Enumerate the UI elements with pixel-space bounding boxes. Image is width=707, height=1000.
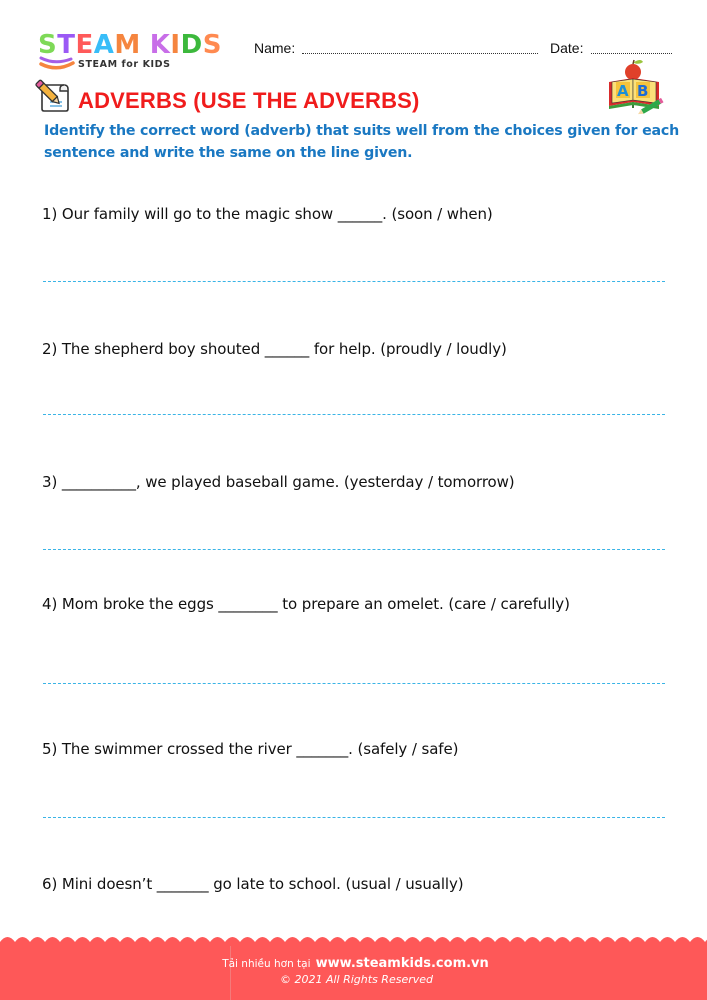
instructions-text: Identify the correct word (adverb) that suits well from the choices given for each sentence and write the same on the line given. (44, 123, 679, 161)
logo-tagline: STEAM for KIDS (78, 59, 171, 70)
logo-swoosh-icon (39, 56, 75, 72)
question-1: 1) Our family will go to the magic show ______. (soon / when) (42, 205, 493, 223)
date-label: Date: (550, 40, 584, 56)
logo-letter: E (75, 30, 94, 60)
footer-download-prefix: Tải nhiều hơn tại (222, 958, 311, 970)
logo-letter: D (180, 30, 203, 60)
steam-kids-logo (38, 32, 238, 74)
question-3: 3) __________, we played baseball game. (yesterday / tomorrow) (42, 473, 515, 491)
question-2: 2) The shepherd boy shouted ______ for help. (proudly / loudly) (42, 340, 507, 358)
answer-line-5[interactable] (43, 817, 665, 818)
logo-wordmark (38, 32, 222, 58)
logo-letter: A (93, 30, 115, 60)
answer-line-4[interactable] (43, 683, 665, 684)
footer-copyright: © 2021 All Rights Reserved (279, 973, 433, 986)
pencil-paper-icon (34, 79, 74, 113)
footer-website-link[interactable]: www.steamkids.com.vn (315, 956, 489, 971)
logo-letter: S (202, 30, 222, 60)
question-5: 5) The swimmer crossed the river _______. (safely / safe) (42, 740, 459, 758)
answer-line-3[interactable] (43, 549, 665, 550)
question-4: 4) Mom broke the eggs ________ to prepare an omelet. (care / carefully) (42, 595, 570, 613)
question-6: 6) Mini doesn’t _______ go late to school. (usual / usually) (42, 875, 464, 893)
date-input-line[interactable] (591, 53, 672, 54)
page-title: ADVERBS (USE THE ADVERBS) (78, 88, 420, 113)
svg-text:A: A (617, 82, 629, 100)
logo-letter: M (114, 30, 141, 60)
answer-line-1[interactable] (43, 281, 665, 282)
footer-download-text (0, 952, 707, 971)
answer-line-2[interactable] (43, 414, 665, 415)
logo-letter: S (38, 30, 58, 60)
name-label: Name: (254, 40, 296, 56)
logo-letter: I (170, 30, 181, 60)
abc-book-icon (603, 58, 667, 118)
svg-text:B: B (637, 82, 649, 100)
name-input-line[interactable] (302, 53, 538, 54)
logo-letter: K (149, 30, 171, 60)
footer-banner (0, 942, 707, 1000)
logo-letter: T (57, 30, 76, 60)
